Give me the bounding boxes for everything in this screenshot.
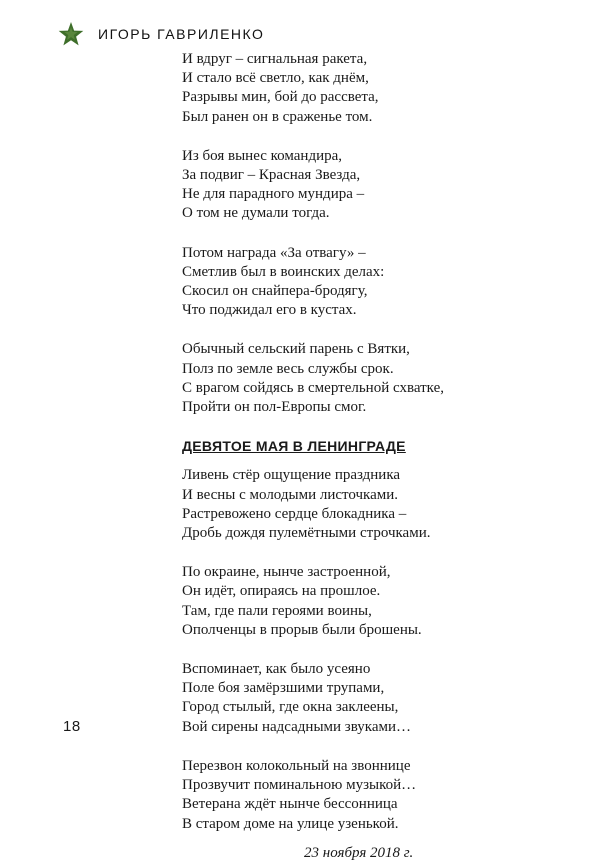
- poem-line: Прозвучит поминальною музыкой…: [182, 777, 417, 794]
- stanza: [182, 563, 552, 640]
- stanza: [182, 147, 552, 224]
- poem-line: Дробь дождя пулемётными строчками.: [182, 525, 431, 542]
- poem-line: Вспоминает, как было усеяно: [182, 661, 371, 678]
- poem-title: ДЕВЯТОЕ МАЯ В ЛЕНИНГРАДЕ: [182, 438, 406, 455]
- page-header: [58, 20, 264, 48]
- poem-2: [182, 466, 552, 833]
- poem-line: Ливень стёр ощущение праздника: [182, 467, 401, 484]
- poem-date: 23 ноября 2018 г.: [304, 844, 414, 861]
- poem-line: Он идёт, опираясь на прошлое.: [182, 583, 381, 600]
- stanza: [182, 340, 552, 417]
- poem-line: Обычный сельский парень с Вятки,: [182, 341, 410, 358]
- poem-line: И весны с молодыми листочками.: [182, 486, 399, 503]
- poem-line: И вдруг – сигнальная ракета,: [182, 51, 368, 67]
- poem-line: Скосил он снайпера-бродягу,: [182, 283, 368, 300]
- stanza: [182, 757, 552, 834]
- stanza: [182, 50, 552, 127]
- poem-line: Разрывы мин, бой до рассвета,: [182, 89, 379, 106]
- poem-column: [182, 50, 552, 863]
- star-icon: [58, 21, 84, 47]
- poem-line: В старом доме на улице узенькой.: [182, 815, 399, 832]
- poem-line: По окраине, нынче застроенной,: [182, 564, 391, 581]
- stanza: [182, 660, 552, 737]
- author-name: ИГОРЬ ГАВРИЛЕНКО: [98, 26, 265, 42]
- poem-line: С врагом сойдясь в смертельной схватке,: [182, 379, 444, 396]
- poem-line: Не для парадного мундира –: [182, 186, 365, 203]
- poem-line: О том не думали тогда.: [182, 205, 330, 222]
- poem-line: Там, где пали героями воины,: [182, 602, 372, 619]
- poem-line: Растревожено сердце блокадника –: [182, 505, 407, 522]
- stanza: [182, 244, 552, 321]
- poem-line: Вой сирены надсадными звуками…: [182, 718, 412, 735]
- poem-line: Полз по земле весь службы срок.: [182, 360, 394, 377]
- poem-line: Перезвон колокольный на звоннице: [182, 757, 411, 774]
- poem-line: Ополченцы в прорыв были брошены.: [182, 621, 422, 638]
- poem-line: Из боя вынес командира,: [182, 147, 343, 164]
- poem-line: Пройти он пол-Европы смог.: [182, 399, 367, 416]
- poem-line: Был ранен он в сраженье том.: [182, 108, 373, 125]
- poem-line: За подвиг – Красная Звезда,: [182, 167, 361, 184]
- poem-line: Потом награда «За отвагу» –: [182, 244, 366, 261]
- poem-line: Сметлив был в воинских делах:: [182, 263, 385, 280]
- poem-line: И стало всё светло, как днём,: [182, 70, 369, 87]
- page-number: 18: [63, 718, 81, 735]
- poem-line: Город стылый, где окна заклеены,: [182, 699, 399, 716]
- stanza: [182, 466, 552, 543]
- poem-line: Ветерана ждёт нынче бессонница: [182, 796, 398, 813]
- poem-line: Что поджидал его в кустах.: [182, 302, 357, 319]
- poem-line: Поле боя замёрзшими трупами,: [182, 680, 385, 697]
- poem-1: [182, 50, 552, 417]
